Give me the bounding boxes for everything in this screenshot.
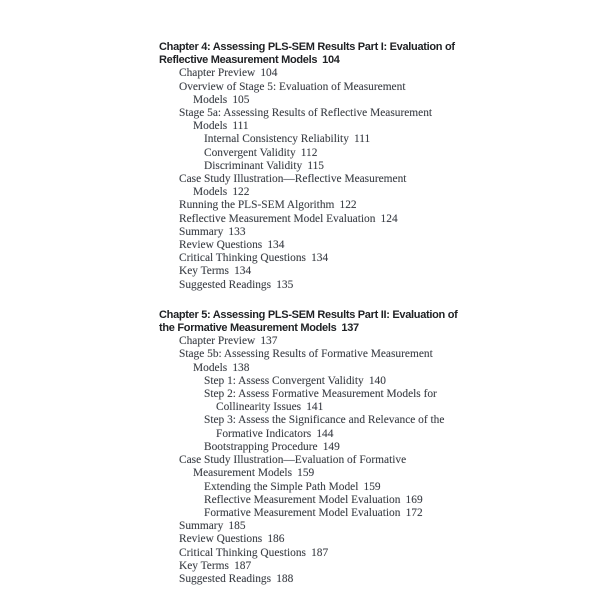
toc-entry [159,199,489,212]
toc-entry-text: Review Questions [179,533,263,546]
toc-entry-line [159,120,489,133]
toc-entry-line [159,81,489,94]
toc-entry-text: Review Questions [179,239,263,252]
toc-entry-line [159,494,489,507]
toc-entry [159,239,489,252]
toc-entry-text: Summary [179,520,224,533]
chapter-5-heading [159,309,489,335]
toc-entry-text: Key Terms [179,559,229,572]
toc-entry [159,375,489,388]
toc-entry-text: Convergent Validity [204,146,296,159]
chapter-4-block [159,41,489,292]
toc-entry-text: Reflective Measurement Model Evaluation [204,493,401,506]
toc-entry-text: Models [193,120,228,133]
toc-entry [159,160,489,173]
toc-entry [159,494,489,507]
toc-entry-line [159,133,489,146]
page-number: 188 [276,572,294,585]
toc-entry-line [159,533,489,546]
toc-entry-text: Overview of Stage 5: Evaluation of Measurement [179,80,406,93]
chapter-heading-line [159,41,489,54]
page-number: 133 [228,225,246,238]
chapter-heading-line [159,54,489,67]
toc-entry-text: Formative Measurement Model Evaluation [204,506,401,519]
page-number: 124 [380,212,398,225]
toc-entry-line [159,481,489,494]
chapter-heading-text: Chapter 5: Assessing PLS-SEM Results Part II: Evaluation of [159,308,458,321]
toc-entry [159,147,489,160]
toc-entry-line [159,414,489,427]
table-of-contents [159,41,489,586]
toc-entry-line [159,173,489,186]
toc-entry [159,520,489,533]
toc-entry [159,573,489,586]
toc-entry-line [159,67,489,80]
toc-entry-text: Measurement Models [193,467,293,480]
page-number: 149 [322,440,340,453]
page-number: 135 [276,278,294,291]
toc-entry [159,213,489,226]
toc-entry-text: Bootstrapping Procedure [204,440,318,453]
toc-entry-line [159,213,489,226]
toc-entry-line [159,279,489,292]
toc-entry-line [159,186,489,199]
toc-entry [159,107,489,133]
page-number: 172 [405,506,423,519]
toc-entry-text: Case Study Illustration—Evaluation of Formative [179,454,407,467]
toc-entry [159,454,489,480]
toc-entry-text: Step 1: Assess Convergent Validity [204,374,364,387]
toc-entry-line [159,335,489,348]
toc-entry-text: Stage 5b: Assessing Results of Formative Measurement [179,348,433,361]
toc-entry-text: Discriminant Validity [204,159,303,172]
page-number: 115 [307,159,324,172]
toc-entry-text: Summary [179,225,224,238]
toc-entry-line [159,226,489,239]
toc-entry [159,533,489,546]
toc-entry [159,441,489,454]
toc-entry-line [159,428,489,441]
toc-entry [159,67,489,80]
page-number: 137 [260,335,278,348]
chapter-page-number: 104 [322,54,340,67]
page-number: 159 [297,467,315,480]
toc-entry-text: Stage 5a: Assessing Results of Reflective Measurement [179,107,433,120]
page-number: 144 [316,427,334,440]
toc-entry-text: Models [193,186,228,199]
page-number: 122 [232,186,250,199]
toc-entry-text: Step 3: Assess the Significance and Relevance of the [204,414,445,427]
chapter-heading-text: Chapter 4: Assessing PLS-SEM Results Part I: Evaluation of [159,41,455,53]
toc-entry-text: Running the PLS-SEM Algorithm [179,199,335,212]
page-number: 169 [405,493,423,506]
toc-entry [159,481,489,494]
toc-entry-line [159,252,489,265]
chapter-heading-text: Reflective Measurement Models [159,54,318,67]
toc-entry [159,252,489,265]
toc-entry [159,81,489,107]
page-number: 122 [339,199,357,212]
toc-entry-line [159,265,489,278]
toc-entry-text: Internal Consistency Reliability [204,133,349,146]
page-number: 187 [311,546,329,559]
toc-entry-text: Chapter Preview [179,67,256,80]
toc-entry [159,226,489,239]
page-number: 134 [267,239,285,252]
toc-entry [159,348,489,374]
toc-entry-line [159,348,489,361]
toc-entry-line [159,94,489,107]
toc-entry-line [159,520,489,533]
toc-entry-text: Case Study Illustration—Reflective Measurement [179,173,407,186]
toc-entry-line [159,401,489,414]
toc-entry-line [159,147,489,160]
toc-entry [159,279,489,292]
page-number: 186 [267,533,285,546]
chapter-4-heading [159,41,489,67]
toc-entry-text: Models [193,93,228,106]
toc-entry-text: Collinearity Issues [216,401,302,414]
toc-entry-text: Critical Thinking Questions [179,252,306,265]
toc-entry-line [159,107,489,120]
toc-entry [159,265,489,278]
page-number: 134 [234,265,252,278]
toc-entry-text: Suggested Readings [179,572,272,585]
page-number: 112 [300,146,318,159]
toc-entry-line [159,388,489,401]
toc-entry-line [159,199,489,212]
toc-entry-line [159,239,489,252]
toc-entry-line [159,375,489,388]
page-number: 111 [232,120,249,133]
toc-entry-line [159,441,489,454]
toc-entry-text: Step 2: Assess Formative Measurement Models for [204,388,437,401]
toc-entry [159,388,489,414]
chapter-page-number: 137 [341,322,359,335]
toc-entry-line [159,573,489,586]
page-number: 141 [306,401,324,414]
page-number: 138 [232,361,250,374]
toc-entry-line [159,160,489,173]
toc-entry-line [159,547,489,560]
toc-entry-text: Models [193,361,228,374]
page-number: 104 [260,67,278,80]
chapter-heading-line [159,309,489,322]
chapter-5-block [159,309,489,586]
toc-entry-line [159,560,489,573]
toc-entry-text: Key Terms [179,265,229,278]
toc-entry-text: Chapter Preview [179,335,256,348]
page-number: 140 [368,374,386,387]
page-number: 105 [232,93,250,106]
toc-entry-text: Reflective Measurement Model Evaluation [179,212,376,225]
toc-entry [159,414,489,440]
chapter-heading-line [159,322,489,335]
toc-entry-text: Formative Indicators [216,427,312,440]
chapter-heading-text: the Formative Measurement Models [159,322,337,335]
toc-entry-line [159,507,489,520]
toc-entry-text: Critical Thinking Questions [179,546,306,559]
toc-entry [159,560,489,573]
toc-entry [159,173,489,199]
toc-entry [159,335,489,348]
page-number: 185 [228,520,246,533]
toc-entry [159,547,489,560]
page-number: 134 [311,252,329,265]
page-number: 187 [234,559,252,572]
toc-entry-line [159,454,489,467]
toc-entry-line [159,362,489,375]
toc-entry-text: Suggested Readings [179,278,272,291]
page-number: 159 [363,480,381,493]
toc-entry-text: Extending the Simple Path Model [204,480,359,493]
toc-entry [159,507,489,520]
toc-entry [159,133,489,146]
toc-entry-line [159,467,489,480]
page-number: 111 [354,133,371,146]
